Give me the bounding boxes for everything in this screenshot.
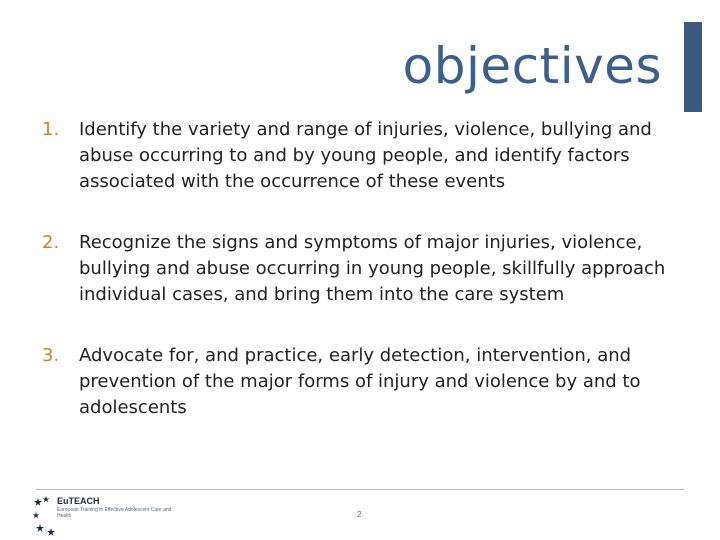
- objective-item: [28, 230, 678, 308]
- eutEACH-logo: [32, 494, 182, 538]
- title-accent-bar: [684, 22, 702, 112]
- slide-title: objectives: [402, 37, 662, 95]
- objective-item: [28, 343, 678, 421]
- objective-text: Advocate for, and practice, early detection, intervention, and prevention of the major forms of injury and violence by and to adolescents: [79, 345, 641, 418]
- objectives-list: [28, 117, 678, 421]
- objective-text: Recognize the signs and symptoms of major injuries, violence, bullying and abuse occurring in young people, skillfully approach individual cases, and bring them into the care system: [79, 232, 666, 305]
- objective-number: 2.: [42, 232, 60, 253]
- logo-tagline: European Training in Effective Adolescent Care and Health: [57, 507, 172, 519]
- stars-logo-icon: [32, 494, 58, 538]
- objective-number: 1.: [42, 119, 60, 140]
- objective-text: Identify the variety and range of injuries, violence, bullying and abuse occurring to and by young people, and identify factors associated with the occurrence of these events: [79, 119, 652, 192]
- page-number: 2: [357, 510, 362, 519]
- objective-item: [28, 117, 678, 195]
- footer-divider: [36, 489, 684, 490]
- objective-number: 3.: [42, 345, 60, 366]
- logo-name: EuTEACH: [57, 496, 100, 506]
